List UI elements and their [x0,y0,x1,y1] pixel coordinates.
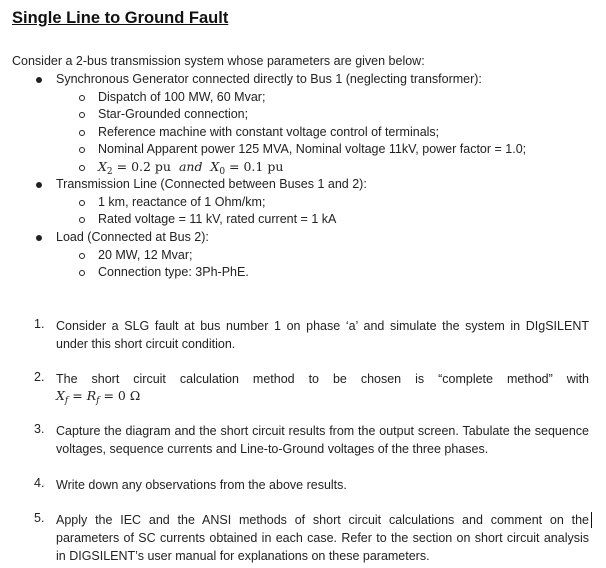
task-text: The short circuit calculation method to be chosen is “complete method” with [56,372,589,386]
task-text: Consider a SLG fault at bus number 1 on phase ‘a’ and simulate the system in DIgSILENT under this short circuit condition. [56,319,589,351]
sub-bullet-icon [79,253,85,259]
line-item: Rated voltage = 11 kV, rated current = 1 kA [98,212,337,226]
load-item: 20 MW, 12 Mvar; [98,248,193,262]
task-text: Write down any observations from the above results. [56,478,347,492]
page-title: Single Line to Ground Fault [12,9,229,27]
reactance-equation: $X_2 = 0.2$ pu and $X_0 = 0.1$ pu [98,159,284,177]
generator-item: Reference machine with constant voltage control of terminals; [98,125,440,139]
task-number: 4. [34,476,45,490]
intro-text: Consider a 2-bus transmission system whose parameters are given below: [12,54,425,68]
bullet-icon [36,235,42,241]
generator-item: Dispatch of 100 MW, 60 Mvar; [98,90,266,104]
bullet-icon [36,182,42,188]
sub-bullet-icon [79,147,85,153]
sub-bullet-icon [79,270,85,276]
load-item: Connection type: 3Ph-PhE. [98,265,249,279]
sub-bullet-icon [79,130,85,136]
task-number: 5. [34,511,45,525]
task-text: Apply the IEC and the ANSI methods of short circuit calculations and comment on the parameters of SC currents obtained in each case. Refer to the section on short circuit analysis in DIGSILENT’s user manual for explanations on these parameters. [56,513,589,563]
sub-bullet-icon [79,165,85,171]
line-label: Transmission Line (Connected between Buses 1 and 2): [56,177,367,191]
load-label: Load (Connected at Bus 2): [56,230,209,244]
sub-bullet-icon [79,95,85,101]
line-item: 1 km, reactance of 1 Ohm/km; [98,195,266,209]
sub-bullet-icon [79,200,85,206]
sub-bullet-icon [79,217,85,223]
generator-label: Synchronous Generator connected directly to Bus 1 (neglecting transformer): [56,72,482,86]
task-number: 2. [34,370,45,384]
bullet-icon [36,77,42,83]
fault-impedance-equation: $X_f = R_f = 0$ Ω [56,388,141,406]
task-number: 1. [34,317,45,331]
task-number: 3. [34,422,45,436]
task-text: Capture the diagram and the short circuit results from the output screen. Tabulate the sequence voltages, sequence currents and Line-to-Ground voltages of the three phases. [56,424,589,456]
text-cursor [591,512,592,528]
generator-item: Nominal Apparent power 125 MVA, Nominal voltage 11kV, power factor = 1.0; [98,142,527,156]
generator-item: Star-Grounded connection; [98,107,249,121]
sub-bullet-icon [79,112,85,118]
